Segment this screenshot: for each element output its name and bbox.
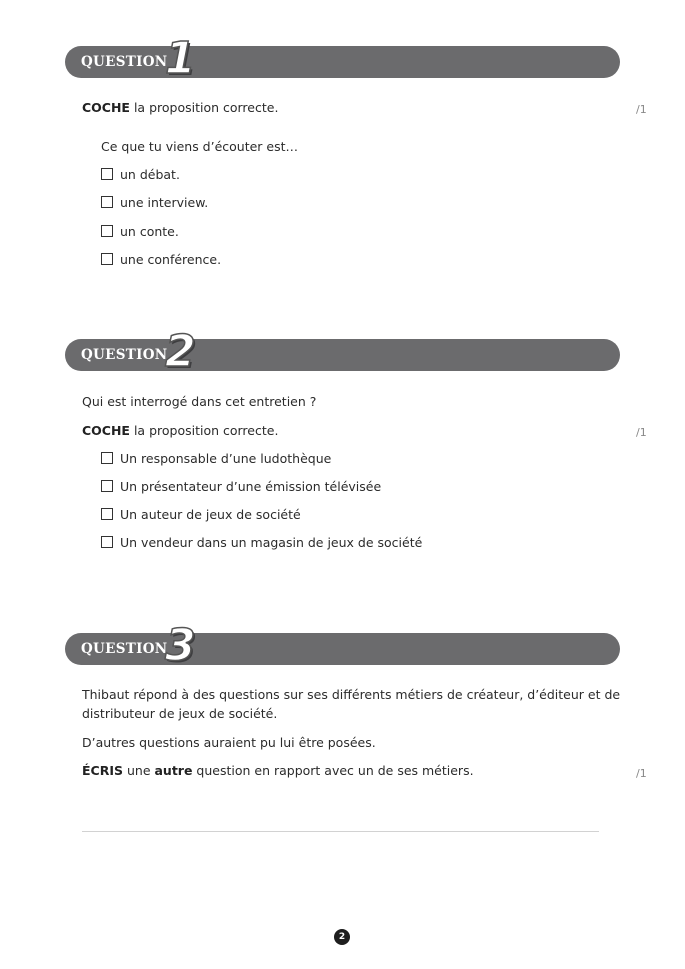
option-label: une interview. — [120, 195, 209, 210]
question-3-number: 3 — [165, 620, 196, 671]
checkbox[interactable] — [101, 480, 113, 492]
instruction-text: question en rapport avec un de ses métiers. — [192, 763, 474, 778]
question-1-header — [65, 33, 620, 84]
question-1-prompt: Ce que tu viens d’écouter est… — [101, 139, 299, 154]
checkbox[interactable] — [101, 168, 113, 180]
instruction-text: la proposition correcte. — [129, 100, 279, 115]
option-label: Un vendeur dans un magasin de jeux de société — [120, 535, 423, 550]
option-label: un débat. — [120, 167, 180, 182]
option-item[interactable] — [101, 167, 180, 182]
instruction-verb: COCHE — [82, 423, 130, 438]
checkbox[interactable] — [101, 196, 113, 208]
option-label: Un responsable d’une ludothèque — [120, 451, 332, 466]
question-3-instruction — [82, 763, 474, 778]
question-1-score: /1 — [636, 103, 647, 116]
checkbox[interactable] — [101, 536, 113, 548]
checkbox[interactable] — [101, 508, 113, 520]
instruction-text: une — [123, 763, 155, 778]
question-3-header — [65, 620, 620, 671]
instruction-verb: ÉCRIS — [82, 763, 123, 778]
question-3-context-2: D’autres questions auraient pu lui être posées. — [82, 735, 376, 750]
answer-line[interactable] — [82, 831, 599, 832]
question-3-context-line-2: distributeur de jeux de société. — [82, 706, 278, 721]
option-item[interactable] — [101, 479, 381, 494]
question-3-context-line-1: Thibaut répond à des questions sur ses différents métiers de créateur, d’éditeur et de — [82, 687, 621, 702]
option-item[interactable] — [101, 224, 179, 239]
instruction-verb: COCHE — [82, 100, 130, 115]
question-2-score: /1 — [636, 426, 647, 439]
question-1-instruction — [82, 100, 278, 115]
page-number: 2 — [334, 929, 350, 945]
checkbox[interactable] — [101, 452, 113, 464]
instruction-text: la proposition correcte. — [129, 423, 279, 438]
option-item[interactable] — [101, 507, 301, 522]
option-item[interactable] — [101, 535, 422, 550]
question-2-instruction — [82, 423, 278, 438]
checkbox[interactable] — [101, 225, 113, 237]
question-2-prompt: Qui est interrogé dans cet entretien ? — [82, 394, 317, 409]
option-label: un conte. — [120, 224, 179, 239]
question-2-label: QUESTION — [81, 347, 168, 363]
option-item[interactable] — [101, 451, 331, 466]
option-item[interactable] — [101, 252, 221, 267]
question-1-number: 1 — [165, 33, 196, 84]
question-1-label: QUESTION — [81, 54, 168, 70]
option-item[interactable] — [101, 195, 208, 210]
checkbox[interactable] — [101, 253, 113, 265]
question-3-label: QUESTION — [81, 641, 168, 657]
instruction-emphasis: autre — [154, 763, 193, 778]
question-3-score: /1 — [636, 767, 647, 780]
option-label: une conférence. — [120, 252, 222, 267]
question-2-header — [65, 326, 620, 377]
question-2-number: 2 — [165, 326, 196, 377]
option-label: Un présentateur d’une émission télévisée — [120, 479, 382, 494]
option-label: Un auteur de jeux de société — [120, 507, 301, 522]
